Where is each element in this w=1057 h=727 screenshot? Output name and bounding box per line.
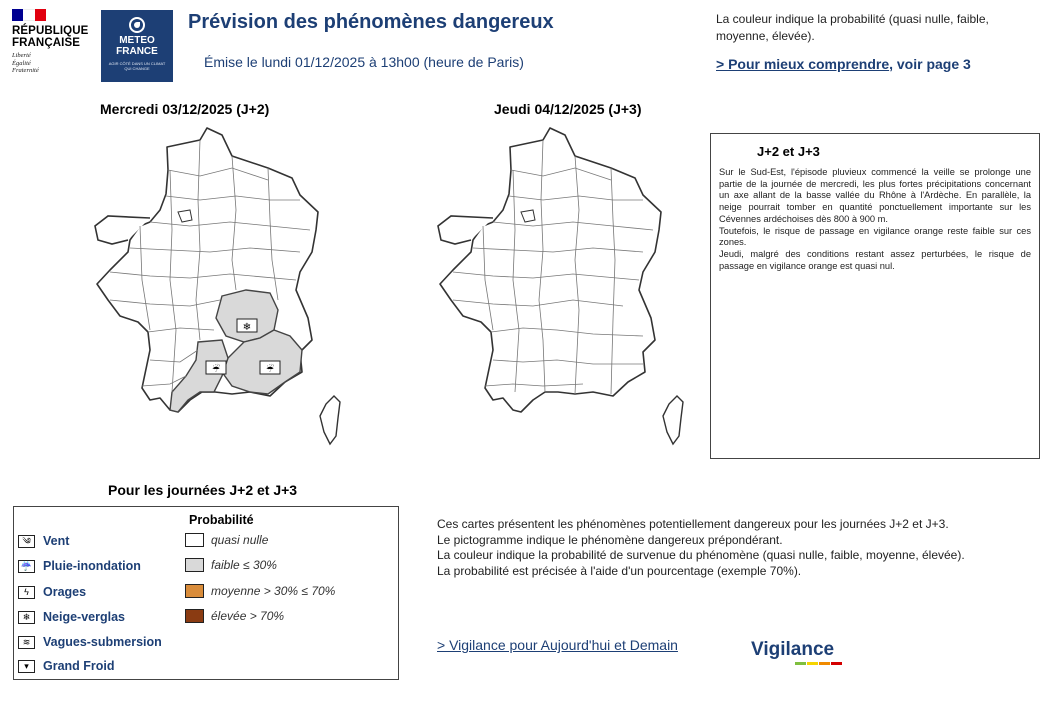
- vigilance-link[interactable]: > Vigilance pour Aujourd'hui et Demain: [437, 637, 678, 653]
- svg-text:☔: ☔: [211, 365, 221, 375]
- probability-note: La couleur indique la probabilité (quasi nulle, faible, moyenne, élevée).: [716, 12, 989, 43]
- meteo-logo-line2: FRANCE: [116, 46, 158, 57]
- legend-prob-faible: faible ≤ 30%: [185, 556, 277, 574]
- grand-froid-icon: ▾: [18, 660, 35, 673]
- legend-label-vent: Vent: [43, 534, 70, 548]
- legend-label-pluie-inondation: Pluie-inondation: [43, 559, 141, 573]
- swatch-moyenne: [185, 584, 204, 598]
- france-outline-j3: [440, 128, 661, 412]
- legend-prob-quasi-nulle: quasi nulle: [185, 531, 268, 549]
- orages-icon: ϟ: [18, 586, 35, 599]
- svg-text:☔: ☔: [265, 365, 275, 375]
- neige-verglas-icon: ❄: [18, 611, 35, 624]
- comment-title: J+2 et J+3: [757, 144, 820, 159]
- explanation-line: La probabilité est précisée à l'aide d'un pourcentage (exemple 70%).: [437, 563, 802, 578]
- legend-prob-elevee: élevée > 70%: [185, 607, 284, 625]
- legend-heading: Pour les journées J+2 et J+3: [108, 482, 298, 498]
- map-title-j2: Mercredi 03/12/2025 (J+2): [100, 101, 270, 117]
- comment-paragraph: Toutefois, le risque de passage en vigilance orange reste faible sur ces zones.: [719, 225, 1031, 248]
- vigilance-color-bars: [795, 662, 843, 665]
- legend-label-neige-verglas: Neige-verglas: [43, 610, 125, 624]
- explanation-line: Ces cartes présentent les phénomènes potentiellement dangereux pour les journées J+2 et J+3.: [437, 517, 949, 531]
- meteo-logo-line1: METEO: [119, 35, 155, 46]
- pluie-inondation-icon: ☔: [18, 560, 35, 573]
- gov-title-line1: RÉPUBLIQUE: [12, 25, 89, 37]
- map-title-j3: Jeudi 04/12/2025 (J+3): [494, 101, 642, 117]
- vent-icon: ༄: [18, 535, 35, 548]
- gov-title-line2: FRANÇAISE: [12, 37, 80, 49]
- vigilance-logo: [751, 639, 843, 665]
- swatch-quasi-nulle: [185, 533, 204, 547]
- comment-paragraph: Jeudi, malgré des conditions restant assez perturbées, le risque de passage en vigilance orange est quasi nul.: [719, 248, 1031, 271]
- legend-item-grand-froid: [18, 657, 115, 675]
- legend-item-pluie-inondation: [18, 557, 141, 575]
- explanation-text: [437, 517, 1037, 579]
- legend-item-vagues-submersion: [18, 633, 162, 651]
- legend-item-vent: [18, 532, 69, 550]
- legend-box: [13, 506, 399, 680]
- comment-paragraph: Sur le Sud-Est, l'épisode pluvieux commencé la veille se prolonge une partie de la journée de mercredi, les plus fortes précipitations concernant un axe allant de la basse vallée du Rhône à l'Ardèche. En parallèle, la neige pourrait tomber en quantité ponctuellement importante sur les Cévennes ardéchoises dès 800 à 900 m.: [719, 167, 1031, 224]
- vigilance-logo-text: Vigilance: [751, 639, 835, 660]
- help-link-anchor[interactable]: > Pour mieux comprendre: [716, 56, 890, 72]
- explanation-line: Le pictogramme indique le phénomène dangereux prépondérant.: [437, 532, 783, 547]
- legend-label-grand-froid: Grand Froid: [43, 659, 115, 673]
- probability-title: Probabilité: [189, 513, 254, 527]
- legend-label-vagues-submersion: Vagues-submersion: [43, 635, 162, 649]
- explanation-line: La couleur indique la probabilité de survenue du phénomène (quasi nulle, faible, moyenne, élevée).: [437, 548, 965, 563]
- meteo-logo-tagline: AGIR CÔTÉ DANS UN CLIMAT QUI CHANGE: [108, 61, 166, 71]
- legend-label-orages: Orages: [43, 585, 87, 599]
- gov-motto: Liberté Égalité Fraternité: [12, 52, 39, 74]
- issue-date: Émise le lundi 01/12/2025 à 13h00 (heure de Paris): [204, 54, 524, 70]
- page-title: Prévision des phénomènes dangereux: [188, 11, 554, 33]
- legend-item-orages: [18, 583, 86, 601]
- legend-item-neige-verglas: [18, 608, 125, 626]
- swatch-elevee: [185, 609, 204, 623]
- corsica-j3: [663, 396, 683, 444]
- legend-prob-moyenne: moyenne > 30% ≤ 70%: [185, 582, 335, 600]
- swatch-faible: [185, 558, 204, 572]
- vagues-submersion-icon: ≋: [18, 636, 35, 649]
- comment-box: [710, 133, 1040, 459]
- svg-text:❄: ❄: [242, 322, 252, 333]
- help-link-suffix: , voir page 3: [889, 56, 971, 72]
